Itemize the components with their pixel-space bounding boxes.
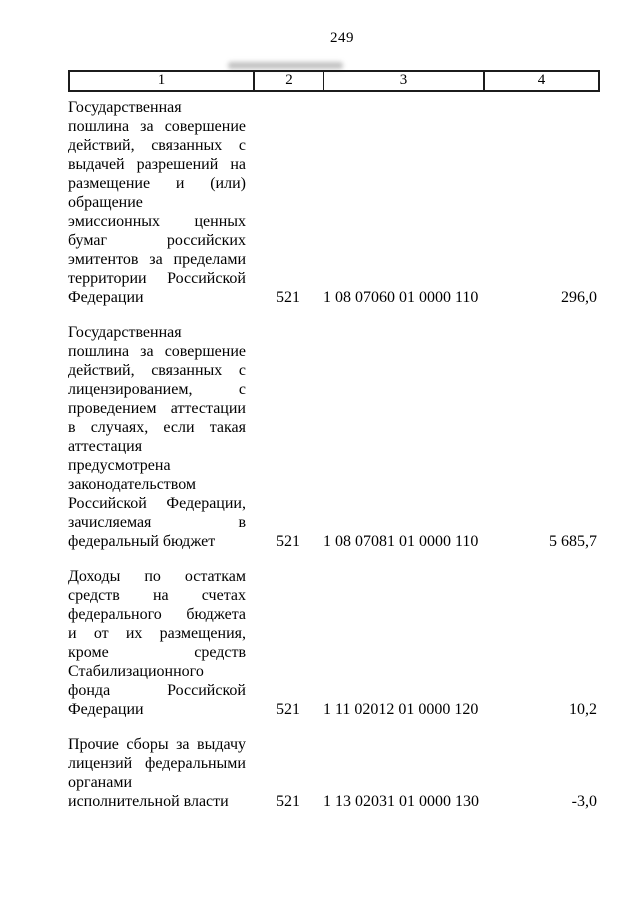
kbk-code-cell: 1 13 02031 01 0000 130 bbox=[323, 793, 479, 810]
income-name-cell bbox=[68, 98, 253, 307]
amount-cell: 296,0 bbox=[561, 289, 597, 306]
scan-artifact bbox=[228, 62, 343, 69]
income-name-line: лицензированием, с bbox=[68, 381, 246, 398]
income-name-line: проведением аттестации bbox=[68, 400, 246, 417]
income-name-line: Доходы по остаткам bbox=[68, 568, 246, 585]
kbk-code-cell: 1 11 02012 01 0000 120 bbox=[323, 701, 479, 718]
income-name-line: Стабилизационного bbox=[68, 663, 204, 680]
income-name-line: Федерации bbox=[68, 289, 144, 306]
column-header-3: 3 bbox=[323, 72, 483, 90]
income-name-line: действий, связанных с bbox=[68, 137, 246, 154]
income-name-line: федеральный бюджет bbox=[68, 533, 216, 550]
income-name-line: пошлина за совершение bbox=[68, 118, 246, 135]
admin-code-cell: 521 bbox=[276, 289, 300, 306]
table-body bbox=[68, 98, 600, 811]
kbk-code-cell: 1 08 07060 01 0000 110 bbox=[323, 289, 479, 306]
income-name-line: фонда Российской bbox=[68, 682, 246, 699]
income-name-line: действий, связанных с bbox=[68, 362, 246, 379]
income-name-line: зачисляемая в bbox=[68, 514, 246, 531]
income-name-line: эмиссионных ценных bbox=[68, 213, 246, 230]
income-name-line: и от их размещения, bbox=[68, 625, 246, 642]
table-row bbox=[68, 98, 600, 307]
income-name-line: территории Российской bbox=[68, 270, 246, 287]
income-name-line: законодательством bbox=[68, 476, 197, 493]
budget-revenue-table bbox=[68, 70, 600, 827]
income-name-line: аттестация bbox=[68, 438, 143, 455]
admin-code-cell: 521 bbox=[276, 701, 300, 718]
income-name-line: Государственная bbox=[68, 324, 182, 341]
income-name-line: обращение bbox=[68, 194, 143, 211]
income-name-line: Прочие сборы за выдачу bbox=[68, 736, 246, 753]
income-name-line: органами bbox=[68, 774, 133, 791]
income-name-cell bbox=[68, 735, 253, 811]
income-name-line: лицензий федеральными bbox=[68, 755, 246, 772]
income-name-cell bbox=[68, 567, 253, 719]
table-header-row bbox=[68, 70, 600, 92]
income-name-line: федерального бюджета bbox=[68, 606, 246, 623]
column-header-4: 4 bbox=[483, 72, 598, 90]
amount-cell: 5 685,7 bbox=[549, 533, 597, 550]
column-header-1: 1 bbox=[157, 72, 166, 88]
income-name-line: Государственная bbox=[68, 99, 182, 116]
table-row bbox=[68, 323, 600, 551]
amount-cell: -3,0 bbox=[571, 793, 597, 810]
admin-code-cell: 521 bbox=[276, 793, 300, 810]
page-number: 249 bbox=[330, 30, 354, 46]
income-name-line: эмитентов за пределами bbox=[68, 251, 246, 268]
income-name-line: в случаях, если такая bbox=[68, 419, 246, 436]
column-header-2: 2 bbox=[253, 72, 323, 90]
income-name-line: средств на счетах bbox=[68, 587, 246, 604]
table-row bbox=[68, 735, 600, 811]
amount-cell: 10,2 bbox=[569, 701, 597, 718]
income-name-cell bbox=[68, 323, 253, 551]
income-name-line: Российской Федерации, bbox=[68, 495, 246, 512]
income-name-line: размещение и (или) bbox=[68, 175, 246, 192]
income-name-line: пошлина за совершение bbox=[68, 343, 246, 360]
kbk-code-cell: 1 08 07081 01 0000 110 bbox=[323, 533, 479, 550]
income-name-line: Федерации bbox=[68, 701, 144, 718]
income-name-line: кроме средств bbox=[68, 644, 246, 661]
table-row bbox=[68, 567, 600, 719]
admin-code-cell: 521 bbox=[276, 533, 300, 550]
income-name-line: бумаг российских bbox=[68, 232, 246, 249]
income-name-line: предусмотрена bbox=[68, 457, 171, 474]
income-name-line: исполнительной власти bbox=[68, 793, 229, 810]
income-name-line: выдачей разрешений на bbox=[68, 156, 246, 173]
